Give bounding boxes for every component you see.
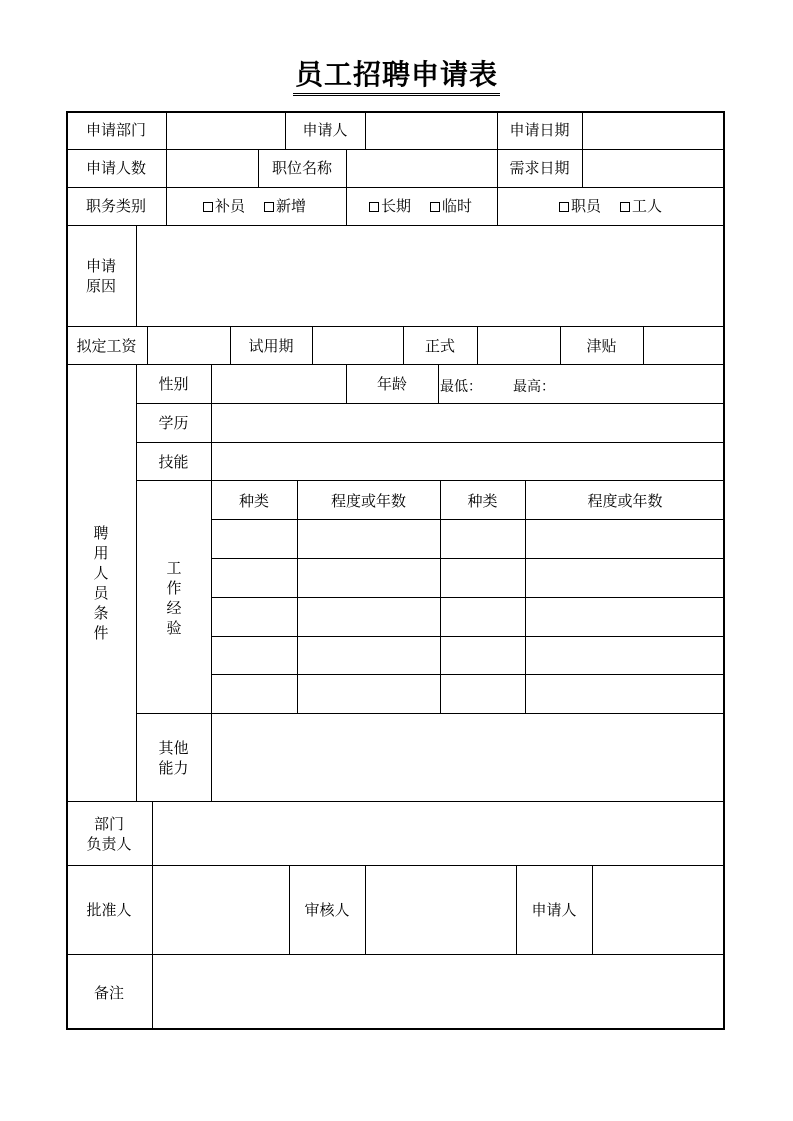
- col-header-type: 种类: [467, 492, 498, 510]
- col-divider: [477, 326, 478, 364]
- label-reviewer: 审核人: [304, 901, 350, 919]
- label-applicant: 申请人: [302, 121, 348, 139]
- col-divider: [438, 364, 439, 403]
- checkbox-option[interactable]: 长期: [369, 196, 411, 216]
- row-divider: [211, 558, 725, 559]
- row-divider: [136, 442, 725, 443]
- col-header-level: 程度或年数: [587, 492, 663, 510]
- label-skill: 技能: [158, 453, 189, 471]
- label-trial: 试用期: [248, 337, 294, 355]
- row-divider: [66, 187, 725, 188]
- label-education: 学历: [158, 414, 189, 432]
- checkbox-icon[interactable]: [203, 202, 213, 212]
- row-divider: [66, 326, 725, 327]
- col-divider: [211, 364, 212, 801]
- col-divider: [643, 326, 644, 364]
- row-divider: [66, 954, 725, 955]
- label-allowance: 津贴: [586, 337, 617, 355]
- checkbox-option[interactable]: 临时: [430, 196, 472, 216]
- col-header-level: 程度或年数: [330, 492, 406, 510]
- col-divider: [582, 111, 583, 187]
- label-need-date: 需求日期: [509, 159, 570, 177]
- row-divider: [136, 403, 725, 404]
- col-divider: [365, 111, 366, 149]
- label-age-max: 最高：: [513, 379, 555, 395]
- row-divider: [66, 225, 725, 226]
- label-dept-head: 部门 负责人: [86, 815, 132, 853]
- row-divider: [211, 674, 725, 675]
- checkbox-option[interactable]: 补员: [203, 196, 245, 216]
- row-divider: [66, 801, 725, 802]
- col-divider: [440, 480, 441, 713]
- checkbox-icon[interactable]: [559, 202, 569, 212]
- label-applicant-sign: 申请人: [531, 901, 577, 919]
- checkbox-option[interactable]: 新增: [264, 196, 306, 216]
- label-age-min: 最低：: [440, 379, 482, 395]
- label-formal: 正式: [424, 337, 455, 355]
- col-divider: [147, 326, 148, 364]
- col-divider: [312, 326, 313, 364]
- form-title: 员工招聘申请表: [0, 58, 793, 96]
- label-salary: 拟定工资: [76, 337, 137, 355]
- label-apply-date: 申请日期: [509, 121, 570, 139]
- row-divider: [66, 364, 725, 365]
- col-divider: [365, 865, 366, 954]
- row-divider: [66, 865, 725, 866]
- label-gender: 性别: [158, 375, 189, 393]
- label-count: 申请人数: [85, 159, 146, 177]
- col-divider: [297, 480, 298, 713]
- label-remark: 备注: [93, 984, 124, 1002]
- label-position: 职位名称: [271, 159, 332, 177]
- row-divider: [211, 636, 725, 637]
- col-divider: [346, 149, 347, 225]
- label-reason: 申请 原因: [85, 257, 116, 295]
- checkbox-icon[interactable]: [430, 202, 440, 212]
- checkbox-icon[interactable]: [264, 202, 274, 212]
- col-divider: [525, 480, 526, 713]
- checkbox-option[interactable]: 工人: [620, 196, 662, 216]
- checkbox-icon[interactable]: [620, 202, 630, 212]
- checkbox-option[interactable]: 职员: [559, 196, 601, 216]
- row-divider: [136, 480, 725, 481]
- row-divider: [211, 519, 725, 520]
- col-divider: [592, 865, 593, 954]
- col-header-type: 种类: [238, 492, 269, 510]
- label-job-category: 职务类别: [85, 197, 146, 215]
- label-work-experience: 工 作 经 验: [166, 559, 182, 637]
- row-divider: [66, 149, 725, 150]
- row-divider: [211, 597, 725, 598]
- col-divider: [152, 801, 153, 1030]
- label-other-ability: 其他 能力: [158, 739, 189, 777]
- label-requirements: 聘 用 人 员 条 件: [93, 524, 109, 642]
- checkbox-icon[interactable]: [369, 202, 379, 212]
- row-divider: [136, 713, 725, 714]
- label-age: 年龄: [376, 375, 407, 393]
- col-divider: [136, 225, 137, 326]
- label-approver: 批准人: [86, 901, 132, 919]
- col-divider: [166, 111, 167, 225]
- label-dept: 申请部门: [85, 121, 146, 139]
